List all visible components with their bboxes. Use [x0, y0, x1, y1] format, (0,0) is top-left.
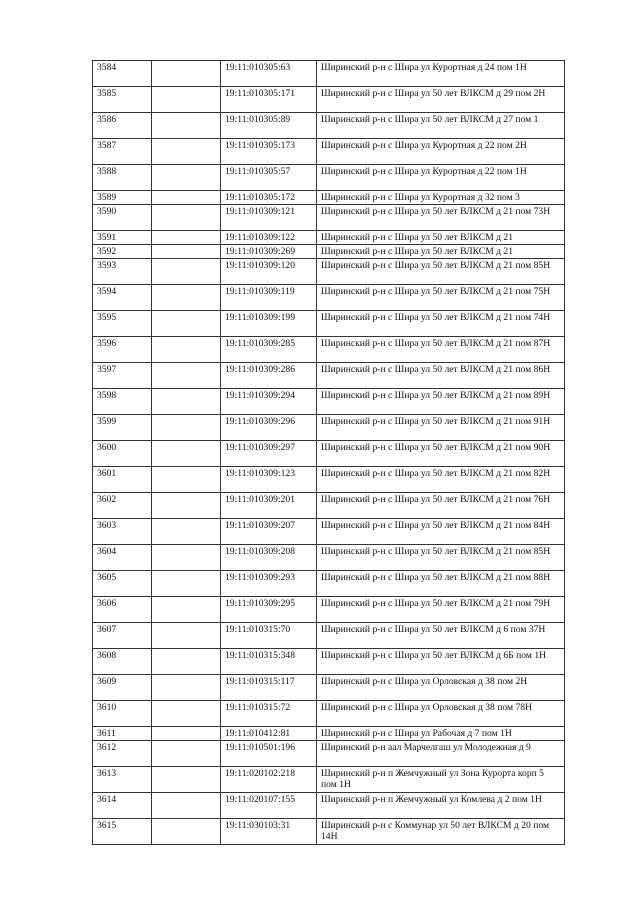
- address-cell: Ширинский р-н с Шира ул 50 лет ВЛКСМ д 27 пом 1: [317, 113, 565, 139]
- table-row: [93, 767, 565, 793]
- row-number-cell: 3596: [93, 337, 152, 363]
- address-cell: Ширинский р-н с Шира ул 50 лет ВЛКСМ д 6Б пом 1Н: [317, 649, 565, 675]
- table-row: [93, 467, 565, 493]
- address-cell: Ширинский р-н с Шира ул 50 лет ВЛКСМ д 21 пом 73Н: [317, 205, 565, 231]
- table-row: [93, 389, 565, 415]
- table-row: [93, 139, 565, 165]
- table-row: [93, 245, 565, 259]
- address-cell: Ширинский р-н с Шира ул 50 лет ВЛКСМ д 29 пом 2Н: [317, 87, 565, 113]
- cadastral-number-cell: 19:11:010315:117: [221, 675, 317, 701]
- table-row: [93, 727, 565, 741]
- row-number-cell: 3584: [93, 61, 152, 87]
- address-cell: Ширинский р-н с Шира ул 50 лет ВЛКСМ д 21 пом 90Н: [317, 441, 565, 467]
- empty-cell: [152, 285, 221, 311]
- empty-cell: [152, 675, 221, 701]
- address-cell: Ширинский р-н с Шира ул 50 лет ВЛКСМ д 21 пом 86Н: [317, 363, 565, 389]
- row-number-cell: 3588: [93, 165, 152, 191]
- cadastral-number-cell: 19:11:010309:121: [221, 205, 317, 231]
- table-row: [93, 285, 565, 311]
- table-row: [93, 441, 565, 467]
- address-cell: Ширинский р-н с Шира ул Курортная д 32 пом 3: [317, 191, 565, 205]
- table-row: [93, 675, 565, 701]
- row-number-cell: 3587: [93, 139, 152, 165]
- address-cell: Ширинский р-н с Шира ул 50 лет ВЛКСМ д 21 пом 87Н: [317, 337, 565, 363]
- address-cell: Ширинский р-н с Шира ул 50 лет ВЛКСМ д 21 пом 89Н: [317, 389, 565, 415]
- table-row: [93, 231, 565, 245]
- cadastral-number-cell: 19:11:020107:155: [221, 793, 317, 819]
- empty-cell: [152, 87, 221, 113]
- table-row: [93, 259, 565, 285]
- cadastral-number-cell: 19:11:010412:81: [221, 727, 317, 741]
- empty-cell: [152, 113, 221, 139]
- row-number-cell: 3593: [93, 259, 152, 285]
- table-row: [93, 623, 565, 649]
- address-cell: Ширинский р-н с Шира ул 50 лет ВЛКСМ д 21 пом 82Н: [317, 467, 565, 493]
- empty-cell: [152, 545, 221, 571]
- cadastral-number-cell: 19:11:010305:89: [221, 113, 317, 139]
- empty-cell: [152, 415, 221, 441]
- row-number-cell: 3602: [93, 493, 152, 519]
- cadastral-number-cell: 19:11:010309:208: [221, 545, 317, 571]
- row-number-cell: 3589: [93, 191, 152, 205]
- cadastral-number-cell: 19:11:010309:199: [221, 311, 317, 337]
- address-cell: Ширинский р-н с Шира ул 50 лет ВЛКСМ д 21 пом 79Н: [317, 597, 565, 623]
- table-row: [93, 61, 565, 87]
- empty-cell: [152, 701, 221, 727]
- empty-cell: [152, 337, 221, 363]
- row-number-cell: 3607: [93, 623, 152, 649]
- empty-cell: [152, 389, 221, 415]
- empty-cell: [152, 259, 221, 285]
- cadastral-number-cell: 19:11:010309:295: [221, 597, 317, 623]
- table-row: [93, 415, 565, 441]
- row-number-cell: 3605: [93, 571, 152, 597]
- cadastral-number-cell: 19:11:010305:172: [221, 191, 317, 205]
- address-cell: Ширинский р-н с Шира ул 50 лет ВЛКСМ д 6 пом 37Н: [317, 623, 565, 649]
- address-cell: Ширинский р-н с Шира ул 50 лет ВЛКСМ д 21 пом 85Н: [317, 545, 565, 571]
- table-row: [93, 311, 565, 337]
- empty-cell: [152, 205, 221, 231]
- cadastral-number-cell: 19:11:010309:286: [221, 363, 317, 389]
- empty-cell: [152, 245, 221, 259]
- row-number-cell: 3599: [93, 415, 152, 441]
- empty-cell: [152, 793, 221, 819]
- address-cell: Ширинский р-н с Шира ул 50 лет ВЛКСМ д 21 пом 76Н: [317, 493, 565, 519]
- row-number-cell: 3613: [93, 767, 152, 793]
- empty-cell: [152, 649, 221, 675]
- empty-cell: [152, 571, 221, 597]
- cadastral-number-cell: 19:11:020102:218: [221, 767, 317, 793]
- cadastral-number-cell: 19:11:010305:57: [221, 165, 317, 191]
- cadastral-number-cell: 19:11:010309:123: [221, 467, 317, 493]
- row-number-cell: 3609: [93, 675, 152, 701]
- row-number-cell: 3586: [93, 113, 152, 139]
- cadastral-number-cell: 19:11:010315:72: [221, 701, 317, 727]
- cadastral-number-cell: 19:11:010315:348: [221, 649, 317, 675]
- address-cell: Ширинский р-н аал Марчелгаш ул Молодежная д 9: [317, 741, 565, 767]
- address-cell: Ширинский р-н с Шира ул 50 лет ВЛКСМ д 21 пом 88Н: [317, 571, 565, 597]
- cadastral-number-cell: 19:11:010305:63: [221, 61, 317, 87]
- table-row: [93, 519, 565, 545]
- table-row: [93, 741, 565, 767]
- row-number-cell: 3595: [93, 311, 152, 337]
- address-cell: Ширинский р-н с Коммунар ул 50 лет ВЛКСМ д 20 пом 14Н: [317, 819, 565, 845]
- table-row: [93, 493, 565, 519]
- row-number-cell: 3614: [93, 793, 152, 819]
- cadastral-number-cell: 19:11:010309:122: [221, 231, 317, 245]
- address-cell: Ширинский р-н п Жемчужный ул Зона Курорта корп 5 пом 1Н: [317, 767, 565, 793]
- empty-cell: [152, 623, 221, 649]
- cadastral-number-cell: 19:11:010309:119: [221, 285, 317, 311]
- address-cell: Ширинский р-н с Шира ул Орловская д 38 пом 2Н: [317, 675, 565, 701]
- address-cell: Ширинский р-н с Шира ул Рабочая д 7 пом 1Н: [317, 727, 565, 741]
- row-number-cell: 3610: [93, 701, 152, 727]
- registry-table-body: [93, 61, 565, 845]
- empty-cell: [152, 139, 221, 165]
- empty-cell: [152, 819, 221, 845]
- row-number-cell: 3606: [93, 597, 152, 623]
- table-row: [93, 165, 565, 191]
- cadastral-number-cell: 19:11:010305:173: [221, 139, 317, 165]
- cadastral-number-cell: 19:11:010309:285: [221, 337, 317, 363]
- cadastral-number-cell: 19:11:010309:201: [221, 493, 317, 519]
- row-number-cell: 3585: [93, 87, 152, 113]
- row-number-cell: 3592: [93, 245, 152, 259]
- empty-cell: [152, 767, 221, 793]
- row-number-cell: 3597: [93, 363, 152, 389]
- table-row: [93, 205, 565, 231]
- row-number-cell: 3608: [93, 649, 152, 675]
- empty-cell: [152, 311, 221, 337]
- table-row: [93, 545, 565, 571]
- table-row: [93, 113, 565, 139]
- table-row: [93, 649, 565, 675]
- address-cell: Ширинский р-н с Шира ул Курортная д 22 пом 2Н: [317, 139, 565, 165]
- row-number-cell: 3590: [93, 205, 152, 231]
- cadastral-number-cell: 19:11:010309:120: [221, 259, 317, 285]
- table-row: [93, 701, 565, 727]
- row-number-cell: 3591: [93, 231, 152, 245]
- address-cell: Ширинский р-н с Шира ул Курортная д 22 пом 1Н: [317, 165, 565, 191]
- empty-cell: [152, 597, 221, 623]
- row-number-cell: 3612: [93, 741, 152, 767]
- cadastral-number-cell: 19:11:010309:207: [221, 519, 317, 545]
- cadastral-number-cell: 19:11:010501:196: [221, 741, 317, 767]
- cadastral-number-cell: 19:11:010315:70: [221, 623, 317, 649]
- cadastral-number-cell: 19:11:010309:297: [221, 441, 317, 467]
- table-row: [93, 597, 565, 623]
- empty-cell: [152, 467, 221, 493]
- empty-cell: [152, 363, 221, 389]
- row-number-cell: 3611: [93, 727, 152, 741]
- table-row: [93, 819, 565, 845]
- address-cell: Ширинский р-н с Шира ул 50 лет ВЛКСМ д 21 пом 74Н: [317, 311, 565, 337]
- row-number-cell: 3603: [93, 519, 152, 545]
- cadastral-number-cell: 19:11:010309:296: [221, 415, 317, 441]
- empty-cell: [152, 165, 221, 191]
- empty-cell: [152, 61, 221, 87]
- empty-cell: [152, 231, 221, 245]
- address-cell: Ширинский р-н п Жемчужный ул Комлева д 2 пом 1Н: [317, 793, 565, 819]
- empty-cell: [152, 493, 221, 519]
- row-number-cell: 3600: [93, 441, 152, 467]
- cadastral-number-cell: 19:11:030103:31: [221, 819, 317, 845]
- empty-cell: [152, 741, 221, 767]
- table-row: [93, 87, 565, 113]
- row-number-cell: 3615: [93, 819, 152, 845]
- table-row: [93, 337, 565, 363]
- address-cell: Ширинский р-н с Шира ул Орловская д 38 пом 78Н: [317, 701, 565, 727]
- row-number-cell: 3598: [93, 389, 152, 415]
- table-row: [93, 571, 565, 597]
- address-cell: Ширинский р-н с Шира ул 50 лет ВЛКСМ д 21 пом 91Н: [317, 415, 565, 441]
- address-cell: Ширинский р-н с Шира ул 50 лет ВЛКСМ д 21 пом 85Н: [317, 259, 565, 285]
- row-number-cell: 3604: [93, 545, 152, 571]
- cadastral-number-cell: 19:11:010309:269: [221, 245, 317, 259]
- address-cell: Ширинский р-н с Шира ул 50 лет ВЛКСМ д 21 пом 75Н: [317, 285, 565, 311]
- cadastral-number-cell: 19:11:010309:294: [221, 389, 317, 415]
- row-number-cell: 3601: [93, 467, 152, 493]
- address-cell: Ширинский р-н с Шира ул 50 лет ВЛКСМ д 21: [317, 245, 565, 259]
- empty-cell: [152, 727, 221, 741]
- row-number-cell: 3594: [93, 285, 152, 311]
- table-row: [93, 793, 565, 819]
- table-row: [93, 191, 565, 205]
- cadastral-number-cell: 19:11:010309:293: [221, 571, 317, 597]
- table-row: [93, 363, 565, 389]
- address-cell: Ширинский р-н с Шира ул Курортная д 24 пом 1Н: [317, 61, 565, 87]
- empty-cell: [152, 441, 221, 467]
- empty-cell: [152, 191, 221, 205]
- cadastral-number-cell: 19:11:010305:171: [221, 87, 317, 113]
- address-cell: Ширинский р-н с Шира ул 50 лет ВЛКСМ д 21: [317, 231, 565, 245]
- registry-table: [92, 60, 565, 845]
- address-cell: Ширинский р-н с Шира ул 50 лет ВЛКСМ д 21 пом 84Н: [317, 519, 565, 545]
- empty-cell: [152, 519, 221, 545]
